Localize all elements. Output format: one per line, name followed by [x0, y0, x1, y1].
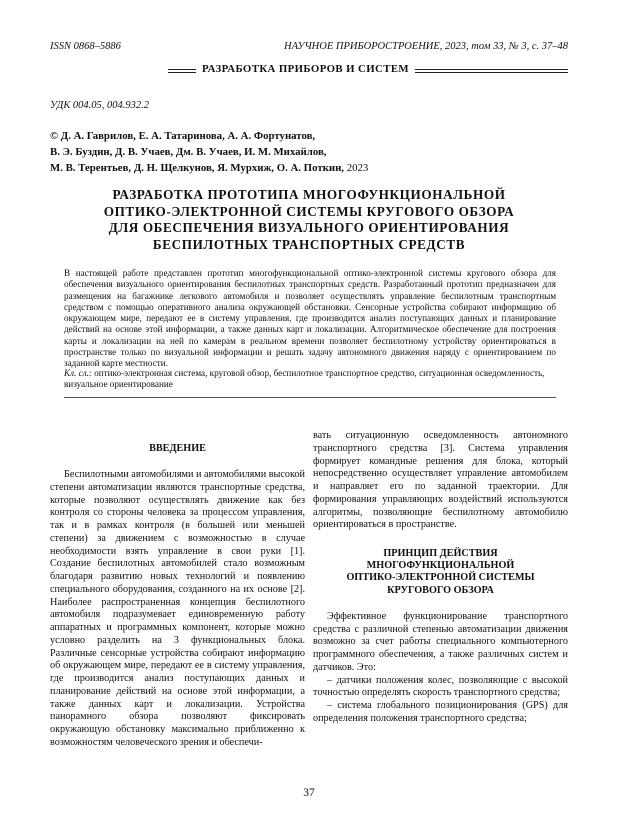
principle-heading-line-1: ПРИНЦИП ДЕЙСТВИЯ [383, 548, 498, 559]
principle-paragraph: Эффективное функционирование транспортного средства с различной степенью автоматизации движения возможно за счет работы специального компьютерного программного обеспечения, а также различных систем и датчиков. Это: [313, 610, 568, 673]
section-title: РАЗРАБОТКА ПРИБОРОВ И СИСТЕМ [196, 63, 415, 75]
list-item-wheel-sensors: – датчики положения колес, позволяющие с высокой точностью определять скорость транспортного средства; [313, 674, 568, 699]
principle-heading [313, 548, 568, 597]
authors-line-3 [50, 160, 570, 176]
keywords-label: Кл. сл.: [64, 368, 92, 378]
article-title [50, 187, 568, 253]
title-line-1: РАЗРАБОТКА ПРОТОТИПА МНОГОФУНКЦИОНАЛЬНОЙ [112, 187, 506, 202]
right-column [313, 430, 568, 726]
intro-heading: ВВЕДЕНИЕ [149, 443, 206, 454]
title-line-3: ДЛЯ ОБЕСПЕЧЕНИЯ ВИЗУАЛЬНОГО ОРИЕНТИРОВАНИЯ [108, 220, 510, 235]
list-item-gps: – система глобального позиционирования (GPS) для определения положения транспортного средства; [313, 700, 568, 724]
abstract-divider [64, 397, 556, 398]
principle-heading-line-2: МНОГОФУНКЦИОНАЛЬНОЙ [366, 560, 515, 572]
keywords [64, 368, 556, 391]
authors-line-2: В. Э. Буздин, Д. В. Учаев, Дм. В. Учаев, И. М. Михайлов, [50, 146, 327, 158]
principle-heading-line-3: ОПТИКО-ЭЛЕКТРОННОЙ СИСТЕМЫ [346, 572, 535, 584]
copyright-year: 2023 [346, 162, 369, 174]
intro-paragraph: Беспилотными автомобилями и автомобилями высокой степени автоматизации являются транспортные средства, которые позволяют осуществлять движение как без контроля со стороны человека за процессом управления, так и в рамках контроля (в большей или меньшей степени) за движением с возможностью в случае необходимости взять управление в свои руки [1]. Создание беспилотных автомобилей стало возможным благодаря развитию новых технологий и появлению специального оборудования, созданного на их основе [2]. Наиболее распространенная концепция беспилотного автомобиля подразумевает единовременную работу аппаратных и программных компонент, которые можно условно разделить на 3 функциональных блока. Различные сенсорные устройства собирают информацию об окружающем мире, передают ее в систему управления, где производится анализ поступающих данных и планирование действий на основе этой информации, а также данных карт и локализации. Устройства панорамного обзора позволяют фиксировать окружающую обстановку максимально приближенно к возможностям человеческого зрения и обеспечи- [50, 469, 305, 748]
authors-line-3-text: М. В. Терентьев, Д. Н. Щелкунов, Я. Мурхиж, О. А. Поткин, [50, 162, 345, 174]
principle-heading-line-4: КРУГОВОГО ОБЗОРА [387, 584, 494, 596]
intro-paragraph-continued: вать ситуационную осведомленность автономного транспортного средства [3]. Система управления формирует командные решения для блока, который непосредственно осуществляет управление автомобилем и направляет его по заданной траектории. Для формирования управляющих воздействий используются алгоритмы, позволяющие беспилотному автомобилю ориентироваться в пространстве. [313, 430, 568, 531]
page-number: 37 [303, 787, 315, 799]
udk-code: УДК 004.05, 004.932.2 [50, 100, 150, 111]
title-line-4: БЕСПИЛОТНЫХ ТРАНСПОРТНЫХ СРЕДСТВ [152, 236, 466, 252]
title-line-2: ОПТИКО-ЭЛЕКТРОННОЙ СИСТЕМЫ КРУГОВОГО ОБЗОРА [103, 203, 515, 219]
abstract: В настоящей работе представлен прототип многофункциональной оптико-электронной системы кругового обзора для обеспечения визуального ориентирования беспилотных транспортных средств. Разработанный прототип предназначен для размещения на багажнике легкового автомобиля и позволяет осуществлять управление беспилотным транспортным средством с помощью оперативного анализа окружающей обстановки. Сенсорные устройства собирают информацию об окружающем мире, передают ее в систему управления, где производится анализ поступающих данных и планирование действий на основе этой информации, а также данных карт и локализации. Алгоритмическое обеспечение для построения карты и локализации на ней по камерам в реальном времени позволяет беспилотному устройству ориентироваться в пространстве только по визуальной информации и решать задачу автономного движения наряду с ориентированием по заданной карте местности. [64, 268, 556, 369]
running-header [50, 41, 568, 55]
authors [50, 128, 570, 176]
issn: ISSN 0868–5886 [50, 41, 121, 52]
keywords-text: оптико-электронная система, круговой обзор, беспилотное транспортное средство, ситуационная осведомленность, визуальное ориентирование [64, 368, 545, 390]
left-column [50, 443, 305, 750]
section-bar [168, 64, 568, 78]
authors-line-1: © Д. А. Гаврилов, Е. А. Татаринова, А. А. Фортунатов, [50, 130, 316, 142]
journal-citation: НАУЧНОЕ ПРИБОРОСТРОЕНИЕ, 2023, том 33, № 3, с. 37–48 [284, 41, 568, 52]
